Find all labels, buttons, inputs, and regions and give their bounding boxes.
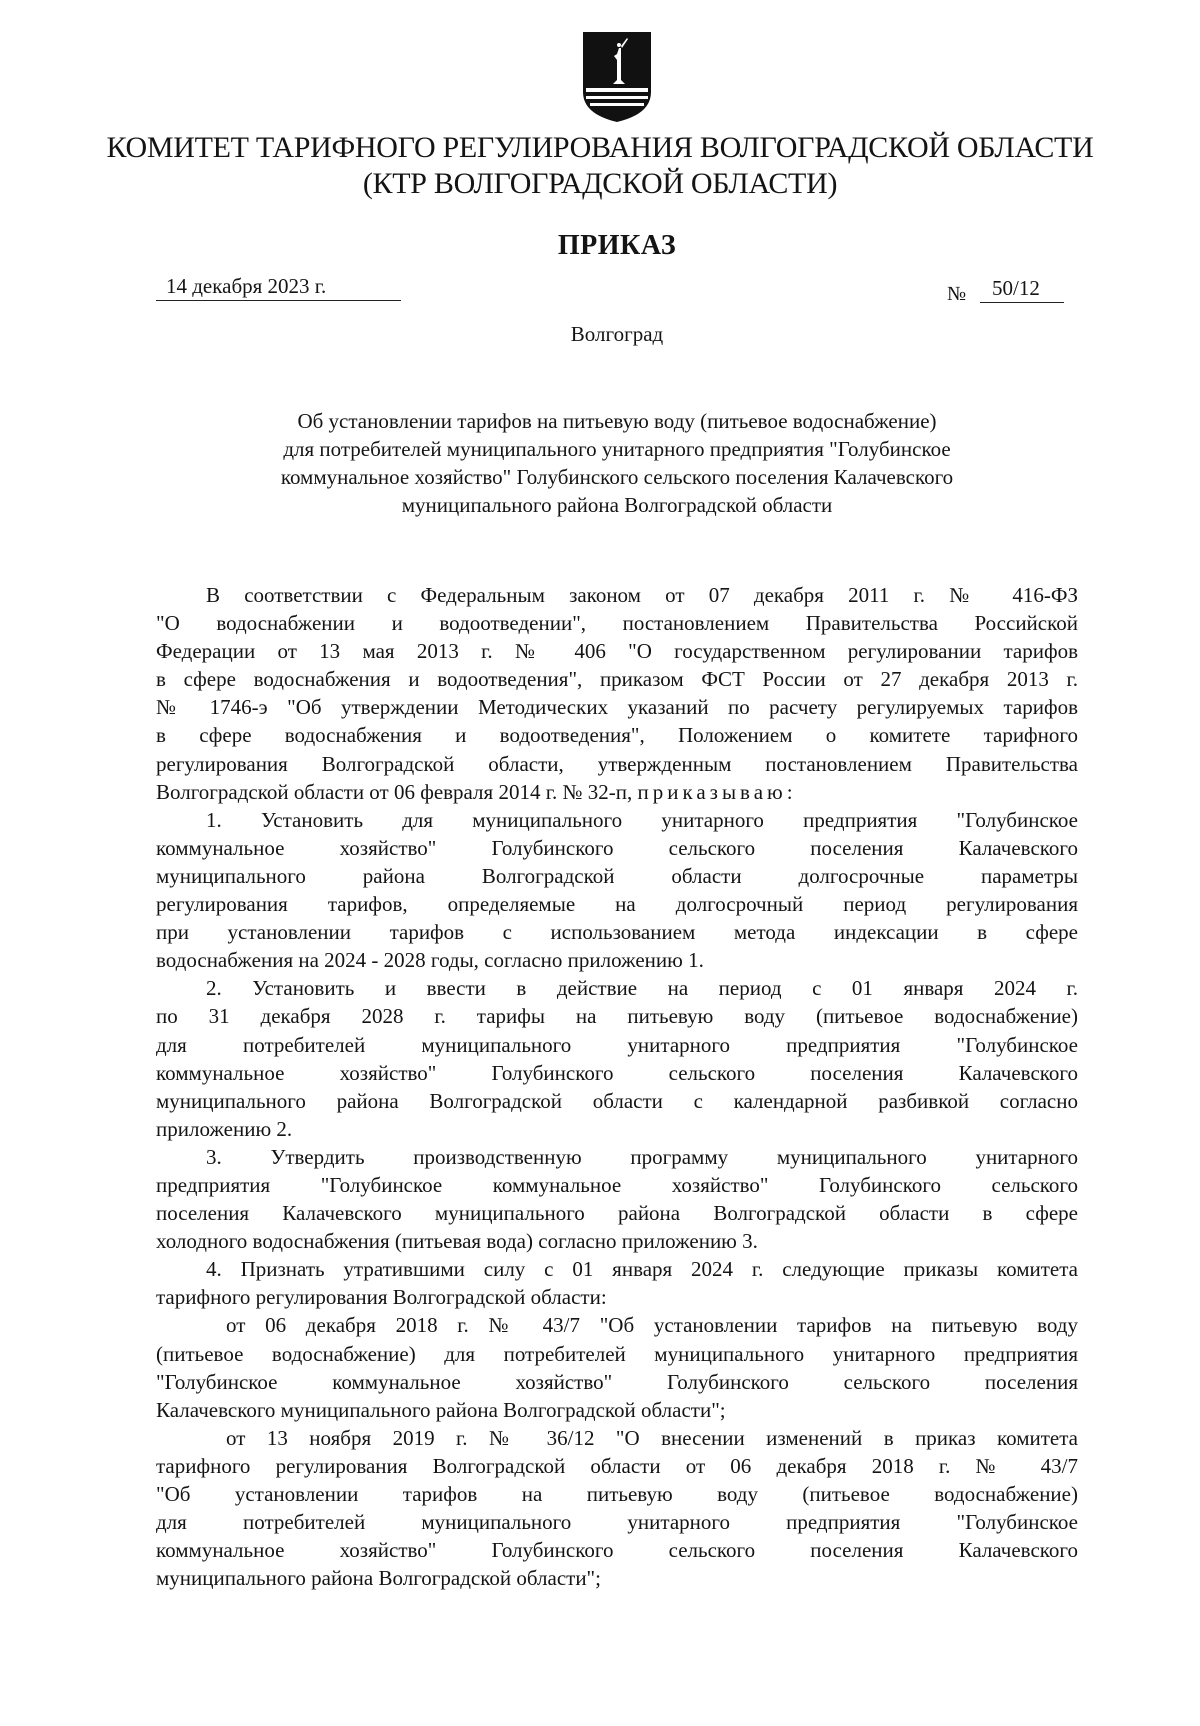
body-line: 4. Признать утратившими силу с 01 января 2024 г. следующие приказы комитета <box>206 1257 1078 1282</box>
body-line: от 06 декабря 2018 г. № 43/7 "Об установлении тарифов на питьевую воду <box>226 1313 1078 1338</box>
body-line: приложению 2. <box>156 1116 293 1141</box>
body-line: Федерации от 13 мая 2013 г. № 406 "О государственном регулировании тарифов <box>156 639 1078 664</box>
order-number-label: № <box>947 283 967 305</box>
body-line: предприятия "Голубинское коммунальное хозяйство" Голубинского сельского <box>156 1172 1078 1197</box>
body-line <box>156 778 1078 806</box>
body-line: "Об установлении тарифов на питьевую воду (питьевое водоснабжение) <box>156 1482 1078 1506</box>
body-line: водоснабжения на 2024 - 2028 годы, согласно приложению 1. <box>156 948 704 973</box>
body-line: муниципального района Волгоградской области с календарной разбивкой согласно <box>156 1088 1078 1113</box>
body-line: тарифного регулирования Волгоградской области от 06 декабря 2018 г. № 43/7 <box>156 1453 1078 1478</box>
subject-line: муниципального района Волгоградской области <box>401 493 833 517</box>
order-date: 14 декабря 2023 г. <box>156 272 401 301</box>
body-line: регулирования Волгоградской области, утвержденным постановлением Правительства <box>156 751 1078 776</box>
body-line: Калачевского муниципального района Волгоградской области"; <box>156 1397 726 1422</box>
body-line: коммунальное хозяйство" Голубинского сельского поселения Калачевского <box>156 835 1078 860</box>
body-line: холодного водоснабжения (питьевая вода) согласно приложению 3. <box>156 1229 758 1254</box>
body-line: № 1746-э "Об утверждении Методических указаний по расчету регулируемых тарифов <box>156 695 1078 720</box>
body-line: по 31 декабря 2028 г. тарифы на питьевую воду (питьевое водоснабжение) <box>156 1004 1078 1029</box>
subject-line: для потребителей муниципального унитарного предприятия "Голубинское <box>283 437 951 461</box>
body-line: при установлении тарифов с использованием метода индексации в сфере <box>156 920 1078 945</box>
body-line: поселения Калачевского муниципального района Волгоградской области в сфере <box>156 1201 1078 1226</box>
body-line: коммунальное хозяйство" Голубинского сельского поселения Калачевского <box>156 1060 1078 1085</box>
coat-of-arms-icon <box>580 30 654 126</box>
body-line: в сфере водоснабжения и водоотведения", приказом ФСТ России от 27 декабря 2013 г. <box>156 667 1078 692</box>
organization-name: КОМИТЕТ ТАРИФНОГО РЕГУЛИРОВАНИЯ ВОЛГОГРАДСКОЙ ОБЛАСТИ <box>106 131 1094 164</box>
body-line: (питьевое водоснабжение) для потребителей муниципального унитарного предприятия <box>156 1341 1078 1366</box>
organization-abbreviation: (КТР ВОЛГОГРАДСКОЙ ОБЛАСТИ) <box>362 167 838 200</box>
body-line: "Голубинское коммунальное хозяйство" Голубинского сельского поселения <box>156 1369 1078 1394</box>
body-line: для потребителей муниципального унитарного предприятия "Голубинское <box>156 1032 1078 1057</box>
body-line: тарифного регулирования Волгоградской области: <box>156 1285 607 1310</box>
body-line: "О водоснабжении и водоотведении", постановлением Правительства Российской <box>156 611 1078 636</box>
body-line: 1. Установить для муниципального унитарного предприятия "Голубинское <box>206 807 1078 832</box>
order-word: приказываю: <box>637 779 797 804</box>
document-type-title: ПРИКАЗ <box>557 230 677 261</box>
subject-line: Об установлении тарифов на питьевую воду (питьевое водоснабжение) <box>297 409 937 433</box>
body-line: для потребителей муниципального унитарного предприятия "Голубинское <box>156 1510 1078 1535</box>
body-line: муниципального района Волгоградской области"; <box>156 1566 601 1591</box>
order-number: 50/12 <box>980 274 1064 303</box>
issue-city: Волгоград <box>570 322 664 346</box>
body-line: муниципального района Волгоградской области долгосрочные параметры <box>156 863 1078 888</box>
order-subject <box>180 407 1054 519</box>
body-line: в сфере водоснабжения и водоотведения", Положением о комитете тарифного <box>156 723 1078 748</box>
body-line: В соответствии с Федеральным законом от 07 декабря 2011 г. № 416-ФЗ <box>206 583 1078 607</box>
order-body <box>156 581 1078 1592</box>
body-line: 3. Утвердить производственную программу муниципального унитарного <box>206 1144 1078 1169</box>
body-line: 2. Установить и ввести в действие на период с 01 января 2024 г. <box>206 976 1078 1001</box>
body-line: от 13 ноября 2019 г. № 36/12 "О внесении изменений в приказ комитета <box>226 1425 1078 1450</box>
body-line: коммунальное хозяйство" Голубинского сельского поселения Калачевского <box>156 1538 1078 1563</box>
subject-line: коммунальное хозяйство" Голубинского сельского поселения Калачевского <box>280 465 954 489</box>
body-line: регулирования тарифов, определяемые на долгосрочный период регулирования <box>156 892 1078 917</box>
preamble-end: Волгоградской области от 06 февраля 2014 г. № 32-п, <box>156 779 633 804</box>
